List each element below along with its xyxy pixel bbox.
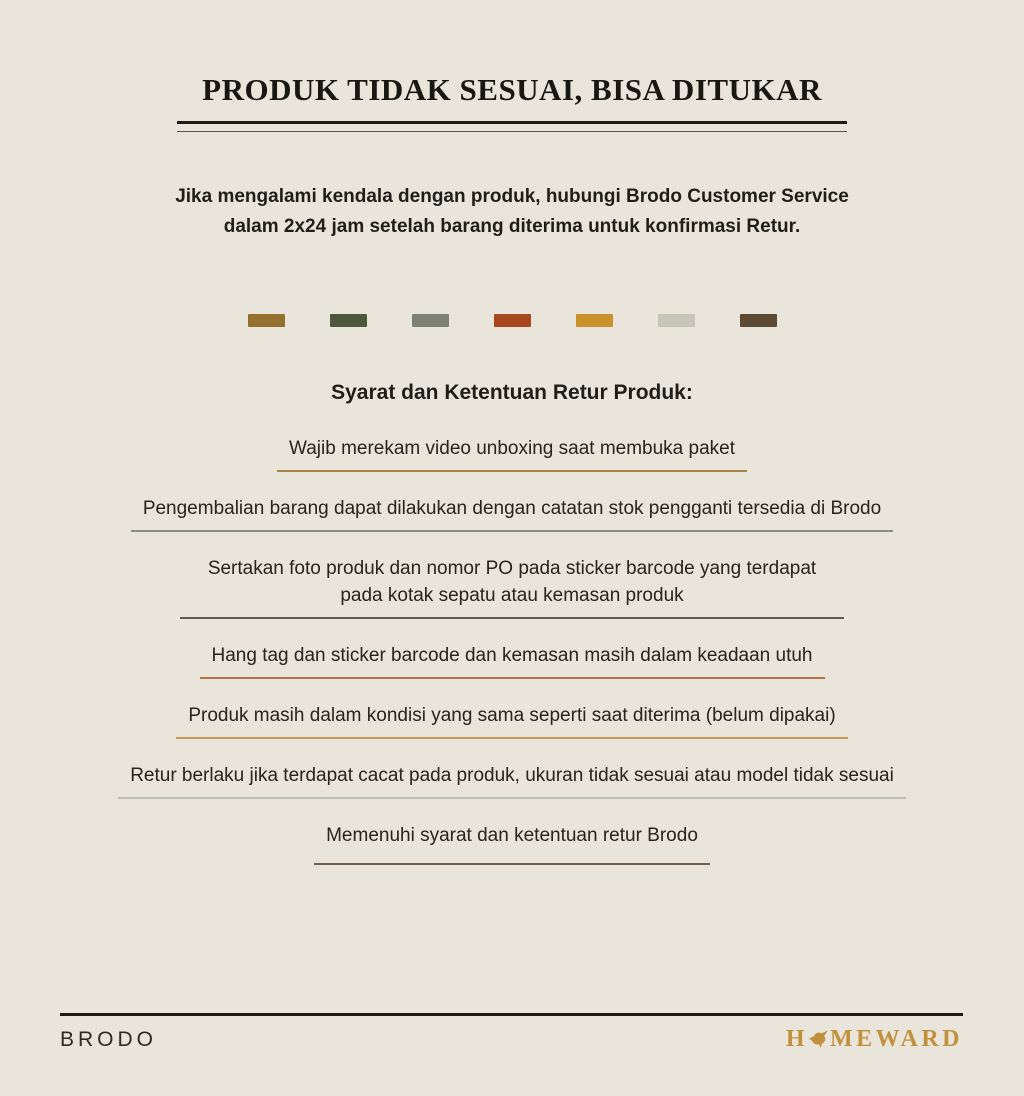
term-item bbox=[0, 495, 1024, 532]
color-swatch bbox=[658, 314, 695, 327]
intro-line: Jika mengalami kendala dengan produk, hubungi Brodo Customer Service bbox=[175, 186, 849, 207]
term-item bbox=[0, 702, 1024, 739]
term-item bbox=[0, 435, 1024, 472]
color-swatch bbox=[248, 314, 285, 327]
color-swatch bbox=[494, 314, 531, 327]
term-item-text: Memenuhi syarat dan ketentuan retur Brodo bbox=[314, 822, 710, 865]
page-title: PRODUK TIDAK SESUAI, BISA DITUKAR bbox=[202, 72, 822, 107]
term-item-text: Pengembalian barang dapat dilakukan dengan catatan stok pengganti tersedia di Brodo bbox=[131, 495, 893, 532]
terms-heading: Syarat dan Ketentuan Retur Produk: bbox=[331, 381, 693, 404]
homeward-logo-prefix: H bbox=[785, 1026, 808, 1052]
color-swatch bbox=[740, 314, 777, 327]
homeward-logo-suffix: MEWARD bbox=[830, 1026, 963, 1052]
color-swatch bbox=[412, 314, 449, 327]
intro-paragraph bbox=[0, 182, 1024, 242]
term-item bbox=[0, 762, 1024, 799]
title-divider bbox=[177, 121, 847, 132]
term-item-text: Hang tag dan sticker barcode dan kemasan masih dalam keadaan utuh bbox=[200, 642, 825, 679]
title-divider-thick-line bbox=[177, 121, 847, 124]
term-item-text: Produk masih dalam kondisi yang sama seperti saat diterima (belum dipakai) bbox=[176, 702, 847, 739]
term-item bbox=[0, 642, 1024, 679]
color-swatch bbox=[330, 314, 367, 327]
intro-line: dalam 2x24 jam setelah barang diterima untuk konfirmasi Retur. bbox=[223, 216, 801, 237]
title-divider-thin-line bbox=[177, 131, 847, 132]
color-swatch-row bbox=[0, 314, 1024, 327]
term-item-text: Wajib merekam video unboxing saat membuka paket bbox=[277, 435, 747, 472]
term-item bbox=[0, 822, 1024, 865]
terms-list bbox=[0, 435, 1024, 865]
term-item-text: Retur berlaku jika terdapat cacat pada produk, ukuran tidak sesuai atau model tidak sesuai bbox=[118, 762, 906, 799]
color-swatch bbox=[576, 314, 613, 327]
term-item bbox=[0, 555, 1024, 619]
footer bbox=[60, 1013, 963, 1053]
homeward-logo bbox=[786, 1026, 963, 1053]
term-item-text: Sertakan foto produk dan nomor PO pada sticker barcode yang terdapat pada kotak sepatu atau kemasan produk bbox=[180, 555, 844, 619]
bird-icon bbox=[808, 1029, 829, 1048]
brodo-logo: BRODO bbox=[60, 1027, 158, 1051]
